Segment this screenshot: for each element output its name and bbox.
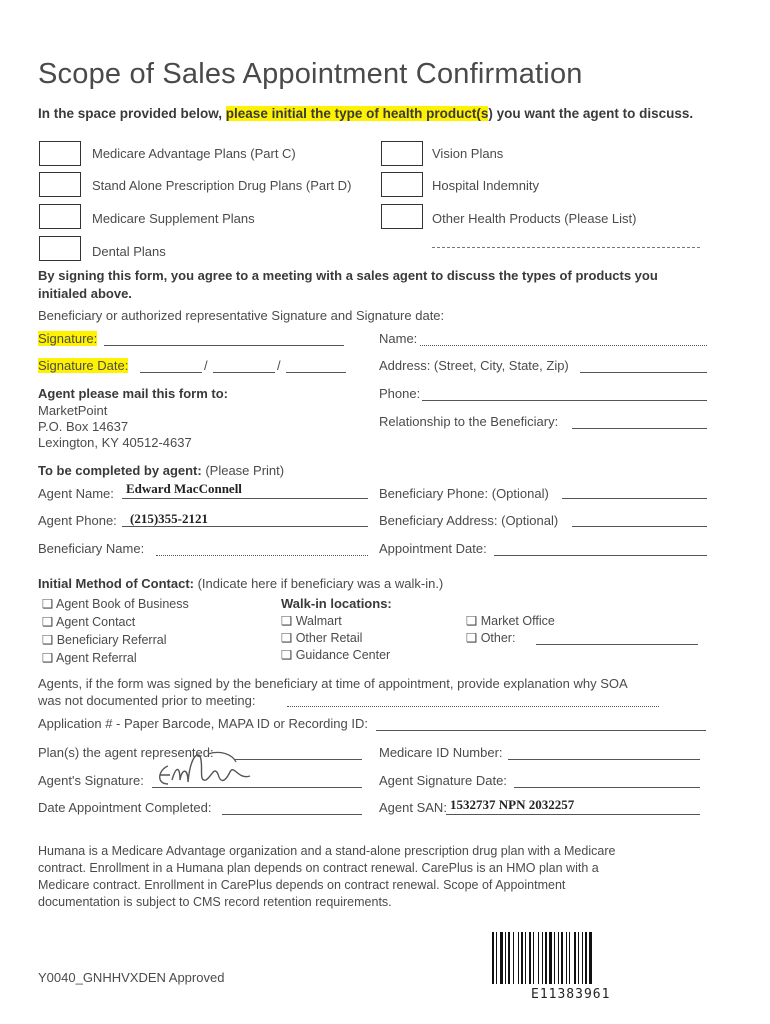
agent-section-heading-normal: (Please Print) [201, 463, 285, 478]
initial-box-part-d[interactable] [39, 172, 81, 197]
agent-phone-line [122, 526, 368, 527]
walkin-guidance-center[interactable] [281, 647, 390, 662]
barcode-bar [500, 932, 503, 984]
application-line[interactable] [376, 730, 706, 731]
agreement-line-1: By signing this form, you agree to a meeting with a sales agent to discuss the types of products you [38, 268, 658, 283]
phone-label: Phone: [379, 386, 421, 401]
beneficiary-address-label: Beneficiary Address: (Optional) [379, 513, 559, 528]
barcode-bar [505, 932, 506, 984]
footer-line-3: Medicare contract. Enrollment in CarePlus depends on contract renewal. Scope of Appointment [38, 878, 566, 892]
initial-box-medicare-advantage[interactable] [39, 141, 81, 166]
agent-name-label: Agent Name: [38, 486, 114, 501]
barcode-bar [566, 932, 567, 984]
agent-phone-value[interactable]: (215)355-2121 [130, 511, 208, 526]
contact-heading [38, 576, 443, 591]
checkbox-icon: ❑ [42, 651, 54, 665]
walkin-label: Other: [480, 631, 516, 645]
agent-signature-label: Agent's Signature: [38, 773, 144, 788]
explanation-line-2: was not documented prior to meeting: [38, 693, 256, 708]
phone-line[interactable] [422, 400, 707, 401]
barcode-bar [538, 932, 539, 984]
relationship-label: Relationship to the Beneficiary: [379, 414, 559, 429]
other-location-line[interactable] [536, 644, 698, 645]
barcode-bar [561, 932, 563, 984]
option-medicare-advantage: Medicare Advantage Plans (Part C) [92, 146, 296, 161]
relationship-line[interactable] [572, 428, 707, 429]
agent-san-label: Agent SAN: [379, 800, 447, 815]
agent-name-line [122, 498, 368, 499]
initial-box-medicare-supplement[interactable] [39, 204, 81, 229]
barcode-bar [582, 932, 583, 984]
footer-line-1: Humana is a Medicare Advantage organization and a stand-alone prescription drug plan with a Medicare [38, 844, 616, 858]
medicare-id-label: Medicare ID Number: [379, 745, 503, 760]
beneficiary-phone-label: Beneficiary Phone: (Optional) [379, 486, 549, 501]
address-label: Address: (Street, City, State, Zip) [379, 358, 569, 373]
barcode-bar [533, 932, 534, 984]
option-part-d: Stand Alone Prescription Drug Plans (Part D) [92, 178, 352, 193]
checkbox-icon: ❑ [42, 597, 54, 611]
instruction-highlight: please initial the type of health product(s [225, 106, 489, 121]
beneficiary-address-line[interactable] [572, 526, 707, 527]
date-slash-2: / [277, 358, 281, 373]
agent-section-heading [38, 463, 284, 478]
contact-beneficiary-referral[interactable] [42, 632, 166, 647]
barcode-bar [558, 932, 559, 984]
barcode-bar [569, 932, 570, 984]
signature-date-year-line[interactable] [286, 372, 346, 373]
address-line[interactable] [580, 372, 707, 373]
barcode-bar [529, 932, 531, 984]
walkin-other[interactable] [466, 630, 515, 645]
checkbox-icon: ❑ [281, 648, 293, 662]
agent-signature-date-line[interactable] [514, 787, 700, 788]
appointment-date-label: Appointment Date: [379, 541, 487, 556]
footer-line-2: contract. Enrollment in a Humana plan depends on contract renewal. CarePlus is an HMO plan with a [38, 861, 599, 875]
walkin-label: Other Retail [295, 631, 363, 645]
barcode-bar [513, 932, 514, 984]
agent-san-line [446, 814, 700, 815]
explanation-line-1: Agents, if the form was signed by the beneficiary at time of appointment, provide explanation why SOA [38, 676, 628, 691]
walkin-other-retail[interactable] [281, 630, 362, 645]
barcode-bar [545, 932, 547, 984]
beneficiary-name-line[interactable] [156, 555, 368, 556]
walkin-market-office[interactable] [466, 613, 555, 628]
contact-heading-normal: (Indicate here if beneficiary was a walk-in.) [193, 576, 444, 591]
walkin-label: Walmart [295, 614, 342, 628]
option-medicare-supplement: Medicare Supplement Plans [92, 211, 255, 226]
other-health-list-line[interactable] [432, 247, 700, 248]
checkbox-icon: ❑ [466, 631, 478, 645]
checkbox-icon: ❑ [466, 614, 478, 628]
agent-phone-label: Agent Phone: [38, 513, 117, 528]
walkin-walmart[interactable] [281, 613, 342, 628]
beneficiary-name-label: Beneficiary Name: [38, 541, 145, 556]
barcode-image [492, 932, 644, 984]
signature-date-label: Signature Date: [38, 358, 129, 373]
beneficiary-phone-line[interactable] [562, 498, 707, 499]
mail-heading: Agent please mail this form to: [38, 386, 228, 401]
contact-agent-referral[interactable] [42, 650, 137, 665]
contact-label: Agent Book of Business [56, 597, 189, 611]
appointment-date-line[interactable] [494, 555, 707, 556]
contact-agent-contact[interactable] [42, 614, 135, 629]
barcode-bar [521, 932, 523, 984]
barcode-bar [585, 932, 587, 984]
agent-san-value[interactable]: 1532737 NPN 2032257 [450, 797, 575, 812]
option-vision: Vision Plans [432, 146, 504, 161]
checkbox-icon: ❑ [42, 633, 54, 647]
footer-line-4: documentation is subject to CMS record retention requirements. [38, 895, 392, 909]
signature-date-month-line[interactable] [140, 372, 202, 373]
walkin-heading: Walk-in locations: [281, 596, 392, 611]
walkin-label: Market Office [480, 614, 555, 628]
barcode-bar [525, 932, 526, 984]
option-dental: Dental Plans [92, 244, 166, 259]
contact-label: Beneficiary Referral [56, 633, 167, 647]
signature-heading: Beneficiary or authorized representative Signature and Signature date: [38, 308, 445, 323]
contact-agent-book[interactable] [42, 596, 189, 611]
agent-name-value[interactable]: Edward MacConnell [126, 481, 242, 496]
checkbox-icon: ❑ [281, 631, 293, 645]
barcode-bar [496, 932, 497, 984]
barcode-bar [554, 932, 555, 984]
initial-box-dental[interactable] [39, 236, 81, 261]
application-label: Application # - Paper Barcode, MAPA ID or Recording ID: [38, 716, 368, 731]
initial-box-vision[interactable] [381, 141, 423, 166]
medicare-id-line[interactable] [508, 759, 700, 760]
checkbox-icon: ❑ [281, 614, 293, 628]
mail-line-1: MarketPoint [38, 403, 108, 418]
signature-label: Signature: [38, 331, 98, 346]
plans-label: Plan(s) the agent represented: [38, 745, 214, 760]
instruction-post: ) you want the agent to discuss. [488, 106, 694, 121]
mail-line-2: P.O. Box 14637 [38, 419, 129, 434]
date-slash-1: / [204, 358, 208, 373]
instruction-text [38, 106, 693, 121]
option-hospital-indemnity: Hospital Indemnity [432, 178, 539, 193]
barcode-bar [574, 932, 576, 984]
initial-box-other-health[interactable] [381, 204, 423, 229]
date-completed-label: Date Appointment Completed: [38, 800, 212, 815]
barcode-bar [492, 932, 494, 984]
contact-label: Agent Referral [56, 651, 137, 665]
barcode-bar [589, 932, 592, 984]
initial-box-hospital-indemnity[interactable] [381, 172, 423, 197]
mail-line-3: Lexington, KY 40512-4637 [38, 435, 192, 450]
walkin-label: Guidance Center [295, 648, 391, 662]
footer-code: Y0040_GNHHVXDEN Approved [38, 970, 225, 985]
agent-section-heading-bold: To be completed by agent: [38, 463, 202, 478]
contact-label: Agent Contact [56, 615, 136, 629]
agent-signature-date-label: Agent Signature Date: [379, 773, 507, 788]
barcode-number: E11383961 [531, 987, 611, 1002]
agent-signature-scribble [150, 746, 270, 796]
barcode-bar [508, 932, 510, 984]
barcode-bar [518, 932, 519, 984]
checkbox-icon: ❑ [42, 615, 54, 629]
signature-line[interactable] [104, 345, 344, 346]
barcode-bar [549, 932, 552, 984]
barcode-bar [578, 932, 579, 984]
instruction-pre: In the space provided below, [38, 106, 226, 121]
name-line[interactable] [420, 345, 707, 346]
barcode-bar [542, 932, 543, 984]
signature-date-day-line[interactable] [213, 372, 275, 373]
contact-heading-bold: Initial Method of Contact: [38, 576, 194, 591]
form-title: Scope of Sales Appointment Confirmation [38, 58, 583, 90]
name-label: Name: [379, 331, 418, 346]
date-completed-line[interactable] [222, 814, 362, 815]
agreement-line-2: initialed above. [38, 286, 132, 301]
explanation-line[interactable] [287, 706, 659, 707]
option-other-health: Other Health Products (Please List) [432, 211, 637, 226]
